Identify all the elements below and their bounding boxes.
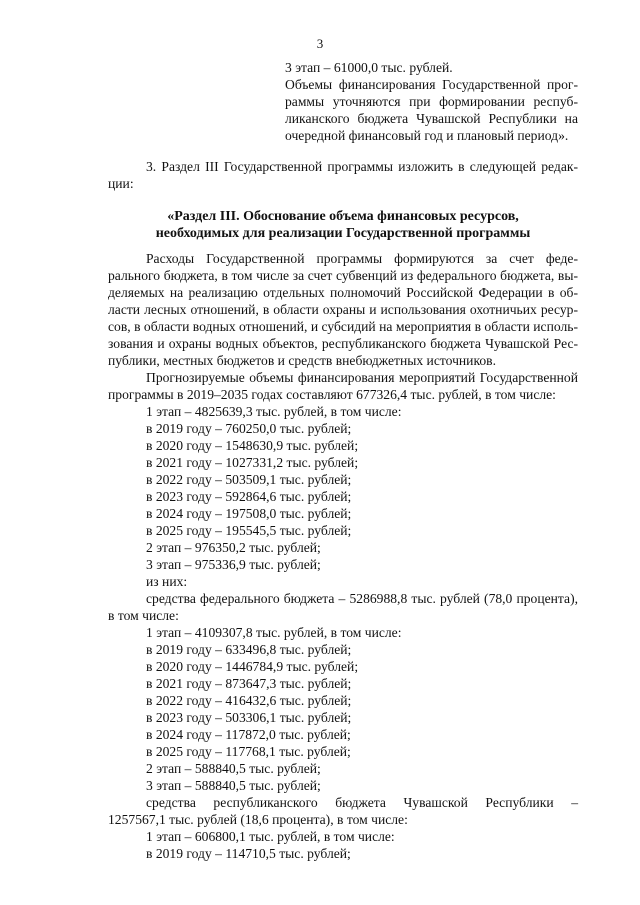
page-number: 3 bbox=[316, 36, 324, 51]
federal-list-item: в 2022 году – 416432,6 тыс. рублей; bbox=[146, 693, 352, 708]
top-block-line-3: раммы уточняются при формировании респуб- bbox=[285, 94, 578, 109]
top-block-line-1: 3 этап – 61000,0 тыс. рублей. bbox=[285, 60, 453, 75]
republic-list-item: в 2019 году – 114710,5 тыс. рублей; bbox=[146, 846, 351, 861]
total-list-item: в 2025 году – 195545,5 тыс. рублей; bbox=[146, 523, 352, 538]
total-list-item: в 2021 году – 1027331,2 тыс. рублей; bbox=[146, 455, 359, 470]
item3-line-2: ции: bbox=[108, 176, 134, 191]
federal-line-2: в том числе: bbox=[108, 608, 179, 623]
republic-line-2: 1257567,1 тыс. рублей (18,6 процента), в том числе: bbox=[108, 812, 408, 827]
republic-line-1: средства республиканского бюджета Чувашской Республики – bbox=[146, 795, 578, 810]
federal-line-1: средства федерального бюджета – 5286988,8 тыс. рублей (78,0 процента), bbox=[146, 591, 578, 606]
federal-list-item: 1 этап – 4109307,8 тыс. рублей, в том числе: bbox=[146, 625, 402, 640]
federal-list-item: в 2021 году – 873647,3 тыс. рублей; bbox=[146, 676, 352, 691]
para1-line-7: публики, местных бюджетов и средств внебюджетных источников. bbox=[108, 353, 496, 368]
section-heading-line-2: необходимых для реализации Государственной программы bbox=[155, 226, 531, 241]
top-block-line-2: Объемы финансирования Государственной прог- bbox=[285, 77, 578, 92]
top-block-line-5: очередной финансовый год и плановый период». bbox=[285, 128, 569, 143]
para1-line-4: ласти лесных отношений, в области охраны и использования охотничьих ресур- bbox=[108, 302, 578, 317]
total-list-item: из них: bbox=[146, 574, 188, 589]
total-list-item: в 2023 году – 592864,6 тыс. рублей; bbox=[146, 489, 352, 504]
federal-list-item: 2 этап – 588840,5 тыс. рублей; bbox=[146, 761, 321, 776]
para1-line-6: зования и охраны водных объектов, республиканского бюджета Чувашской Рес- bbox=[108, 336, 578, 351]
total-list-item: в 2020 году – 1548630,9 тыс. рублей; bbox=[146, 438, 359, 453]
top-block-line-4: ликанского бюджета Чувашской Республики на bbox=[285, 111, 578, 126]
federal-list-item: в 2019 году – 633496,8 тыс. рублей; bbox=[146, 642, 352, 657]
para2-line-2: программы в 2019–2035 годах составляют 677326,4 тыс. рублей, в том числе: bbox=[108, 387, 556, 402]
para1-line-1: Расходы Государственной программы формируются за счет феде- bbox=[146, 251, 578, 266]
total-list-item: в 2019 году – 760250,0 тыс. рублей; bbox=[146, 421, 352, 436]
para2-line-1: Прогнозируемые объемы финансирования мероприятий Государственной bbox=[146, 370, 578, 385]
republic-list-item: 1 этап – 606800,1 тыс. рублей, в том числе: bbox=[146, 829, 395, 844]
para1-line-3: деляемых на реализацию отдельных полномочий Российской Федерации в об- bbox=[108, 285, 578, 300]
federal-list-item: 3 этап – 588840,5 тыс. рублей; bbox=[146, 778, 321, 793]
para1-line-5: сов, в области водных отношений, и субсидий на мероприятия в области исполь- bbox=[108, 319, 578, 334]
total-list-item: в 2024 году – 197508,0 тыс. рублей; bbox=[146, 506, 352, 521]
total-list-item: 1 этап – 4825639,3 тыс. рублей, в том числе: bbox=[146, 404, 402, 419]
total-list-item: 2 этап – 976350,2 тыс. рублей; bbox=[146, 540, 321, 555]
total-list-item: в 2022 году – 503509,1 тыс. рублей; bbox=[146, 472, 352, 487]
item3-line-1: 3. Раздел III Государственной программы изложить в следующей редак- bbox=[146, 159, 578, 174]
section-heading-line-1: «Раздел III. Обоснование объема финансовых ресурсов, bbox=[167, 209, 519, 224]
total-list-item: 3 этап – 975336,9 тыс. рублей; bbox=[146, 557, 321, 572]
federal-list-item: в 2025 году – 117768,1 тыс. рублей; bbox=[146, 744, 351, 759]
federal-list-item: в 2020 году – 1446784,9 тыс. рублей; bbox=[146, 659, 359, 674]
federal-list-item: в 2024 году – 117872,0 тыс. рублей; bbox=[146, 727, 351, 742]
federal-list-item: в 2023 году – 503306,1 тыс. рублей; bbox=[146, 710, 352, 725]
para1-line-2: рального бюджета, в том числе за счет субвенций из федерального бюджета, вы- bbox=[108, 268, 578, 283]
